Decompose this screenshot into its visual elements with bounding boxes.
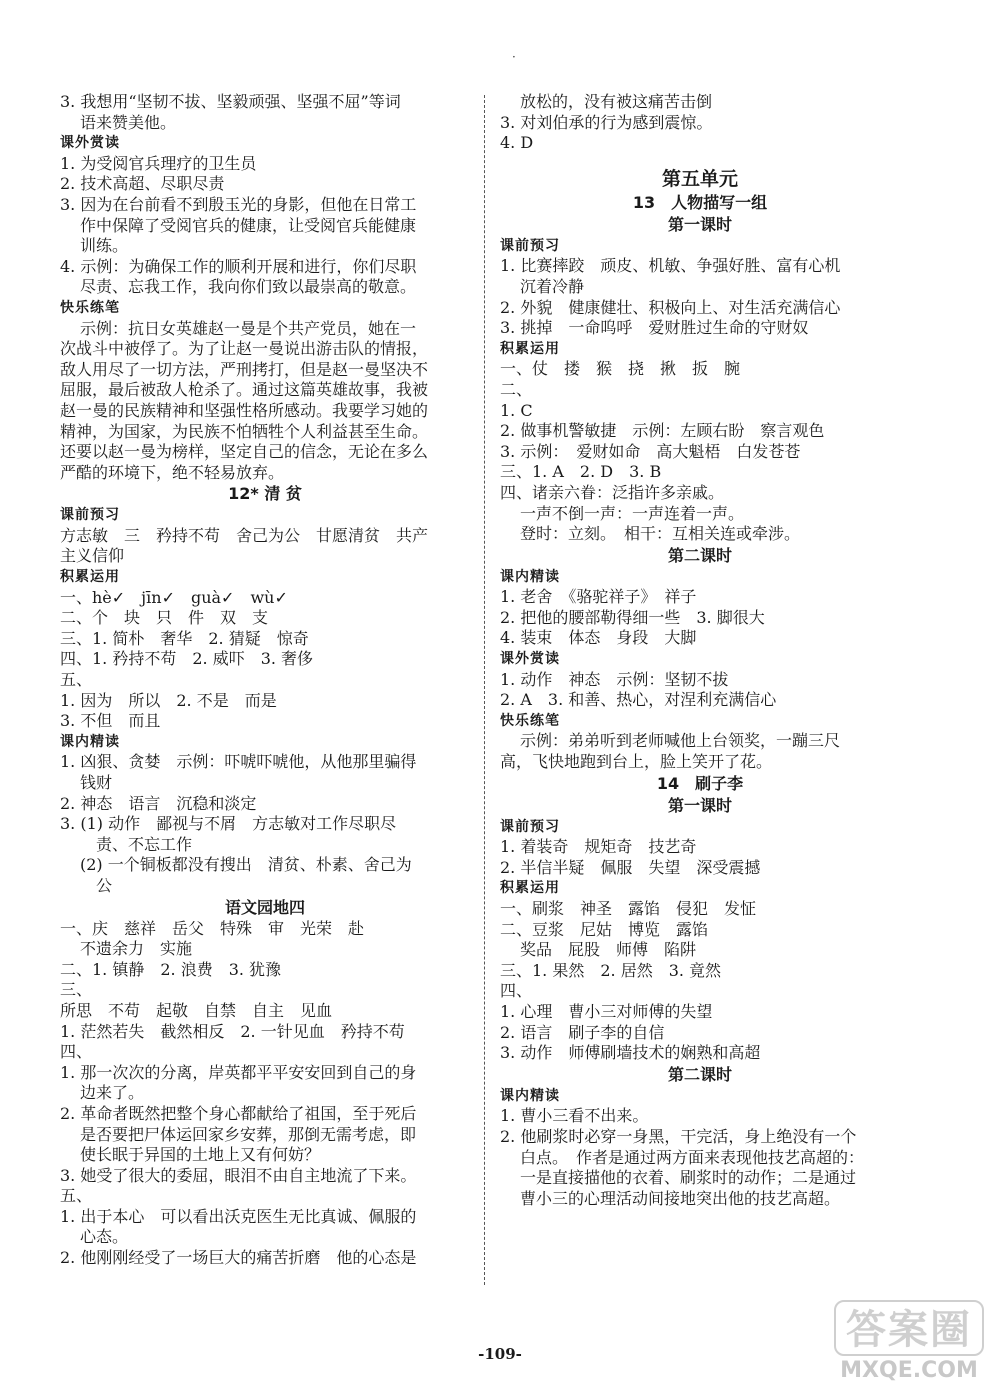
- answer-line: 是否要把尸体运回家乡安葬，那倒无需考虑，即: [80, 1124, 417, 1144]
- answer-line: 1. 那一次次的分离，岸英都平平安安回到自己的身: [60, 1062, 417, 1082]
- answer-line: 1. 动作 神态 示例：坚韧不拔: [500, 669, 729, 689]
- answer-line: 四、: [60, 1042, 93, 1062]
- answer-line: 示例：弟弟听到老师喊他上台领奖，一蹦三尺: [520, 731, 841, 751]
- answer-line: 2. 语言 刷子李的自信: [500, 1022, 665, 1042]
- lesson-title: 语文园地四: [224, 897, 305, 917]
- answer-line: 三、1. 简朴 奢华 2. 猜疑 惊奇: [60, 628, 309, 648]
- answer-line: 一是直接描他的衣着、刷浆时的动作；二是通过: [520, 1168, 857, 1188]
- answer-line: 2. 神态 语言 沉稳和淡定: [60, 793, 257, 813]
- section-heading: 课前预习: [60, 507, 120, 524]
- answer-line: 1. 心理 曹小三对师傅的失望: [500, 1001, 713, 1021]
- answer-line: 方志敏 三 矜持不苟 舍己为公 甘愿清贫 共产: [60, 525, 429, 545]
- answer-line: 二、个 块 只 件 双 支: [60, 608, 269, 628]
- answer-line: 3. 因为在台前看不到殷玉光的身影，但他在日常工: [60, 194, 417, 214]
- answer-line: 3. 不但 而且: [60, 711, 161, 731]
- answer-line: 语来赞美他。: [80, 112, 177, 132]
- answer-line: 训练。: [80, 236, 129, 256]
- right-column: [500, 92, 900, 1209]
- answer-line: 三、1. 果然 2. 居然 3. 竟然: [500, 960, 722, 980]
- answer-line: 3. 示例： 爱财如命 高大魁梧 白发苍苍: [500, 441, 801, 461]
- lesson-title: 14 刷子李: [656, 773, 744, 793]
- answer-line: 主义信仰: [60, 546, 125, 566]
- watermark-url: MXQE.COM: [840, 1358, 978, 1383]
- section-heading: 快乐练笔: [60, 299, 120, 316]
- answer-line: 1. C: [500, 400, 533, 420]
- lesson-title: 第一课时: [667, 795, 732, 815]
- section-heading: 课外赏读: [60, 135, 120, 152]
- lesson-title: 第一课时: [667, 214, 732, 234]
- answer-line: 心态。: [80, 1227, 129, 1247]
- lesson-title: 12* 清 贫: [228, 484, 302, 504]
- section-heading: 课前预习: [500, 237, 560, 254]
- answer-line: 1. 茫然若失 截然相反 2. 一针见血 矜持不苟: [60, 1021, 405, 1041]
- answer-line: 登时：立刻。 相干：互相关连或牵涉。: [520, 524, 801, 544]
- answer-line: 边来了。: [80, 1083, 145, 1103]
- section-heading: 课外赏读: [500, 651, 560, 668]
- answer-line: 五、: [60, 670, 93, 690]
- answer-line: 屈服，最后被敌人枪杀了。通过这篇英雄故事，我被: [60, 380, 429, 400]
- lesson-title: 第二课时: [667, 1064, 732, 1084]
- answer-line: 4. 装束 体态 身段 大脚: [500, 628, 697, 648]
- answer-line: 责、不忘工作: [96, 834, 193, 854]
- answer-line: 2. 外貌 健康健壮、积极向上、对生活充满信心: [500, 297, 841, 317]
- answer-line: 尽责、忘我工作，我向你们致以最崇高的敬意。: [80, 277, 417, 297]
- answer-line: 四、1. 矜持不苟 2. 威吓 3. 奢侈: [60, 649, 314, 669]
- answer-line: 2. 他刚刚经受了一场巨大的痛苦折磨 他的心态是: [60, 1248, 417, 1268]
- answer-line: 2. 他刷浆时必穿一身黑，干完活，身上绝没有一个: [500, 1126, 857, 1146]
- answer-line: 奖品 屁股 师傅 陷阱: [520, 940, 697, 960]
- answer-line: 三、1. A 2. D 3. B: [500, 462, 662, 482]
- column-divider: [484, 95, 485, 1285]
- answer-line: 3. 她受了很大的委屈，眼泪不由自主地流了下来。: [60, 1165, 417, 1185]
- answer-line: 严酷的环境下，绝不轻易放弃。: [60, 462, 285, 482]
- answer-line: 四、: [500, 981, 533, 1001]
- answer-line: 4. D: [500, 133, 534, 153]
- answer-line: 1. 为受阅官兵理疗的卫生员: [60, 153, 257, 173]
- answer-line: 1. 曹小三看不出来。: [500, 1106, 649, 1126]
- answer-line: 二、1. 镇静 2. 浪费 3. 犹豫: [60, 959, 282, 979]
- answer-line: 钱财: [80, 773, 113, 792]
- answer-line: (2) 一个铜板都没有搜出 清贫、朴素、舍己为: [80, 855, 412, 875]
- section-heading: 课内精读: [500, 568, 560, 585]
- answer-line: 不遗余力 实施: [80, 939, 193, 959]
- answer-line: 使长眠于异国的土地上又有何妨？: [80, 1145, 321, 1165]
- section-heading: 课内精读: [500, 1087, 560, 1104]
- answer-line: 2. 革命者既然把整个身心都献给了祖国，至于死后: [60, 1103, 417, 1123]
- section-heading: 课前预习: [500, 818, 560, 835]
- answer-line: 1. 老舍 《骆驼祥子》 祥子: [500, 587, 697, 607]
- answer-line: 1. 凶狠、贪婪 示例：吓唬吓唬他，从他那里骗得: [60, 752, 417, 772]
- answer-line: 公: [96, 875, 113, 895]
- answer-line: 白点。 作者是通过两方面来表现他技艺高超的：: [520, 1147, 865, 1167]
- answer-line: 放松的，没有被这痛苦击倒: [520, 92, 713, 111]
- answer-line: 一、刷浆 神圣 露馅 侵犯 发怔: [500, 899, 757, 918]
- answer-line: 一声不倒一声：一声连着一声。: [520, 503, 745, 523]
- answer-line: 2. 半信半疑 佩服 失望 深受震撼: [500, 857, 761, 877]
- answer-line: 3. (1) 动作 鄙视与不屑 方志敏对工作尽职尽: [60, 814, 397, 834]
- answer-line: 精神，为国家，为民族不怕牺牲个人利益甚至生命。: [60, 421, 429, 441]
- answer-line: 作中保障了受阅官兵的健康，让受阅官兵能健康: [80, 215, 417, 235]
- section-heading: 积累运用: [500, 880, 560, 897]
- section-heading: 积累运用: [500, 340, 560, 357]
- lesson-title: 第二课时: [667, 545, 732, 565]
- answer-line: 3. 动作 师傅刷墙技术的娴熟和高超: [500, 1043, 761, 1063]
- answer-line: 3. 我想用“坚韧不拔、坚毅顽强、坚强不屈”等词: [60, 92, 401, 111]
- left-column: [60, 92, 470, 1269]
- page-number: -109-: [478, 1345, 522, 1363]
- answer-line: 1. 比赛摔跤 顽皮、机敏、争强好胜、富有心机: [500, 256, 841, 276]
- answer-line: 4. 示例：为确保工作的顺利开展和进行，你们尽职: [60, 256, 417, 276]
- answer-line: 高，飞快地跑到台上，脸上笑开了花。: [500, 752, 773, 772]
- answer-line: 一、hè✓ jīn✓ guà✓ wù✓: [60, 587, 288, 607]
- section-heading: 快乐练笔: [500, 712, 560, 729]
- section-heading: 课内精读: [60, 733, 120, 750]
- answer-line: 3. 对刘伯承的行为感到震惊。: [500, 112, 713, 132]
- answer-line: 一、仗 搂 猴 挠 揪 扳 腕: [500, 359, 741, 379]
- watermark-logo: 答案圈: [834, 1300, 984, 1356]
- answer-line: 二、豆浆 尼姑 博览 露馅: [500, 919, 709, 939]
- answer-line: 2. A 3. 和善、热心，对涅利充满信心: [500, 690, 777, 710]
- answer-line: 3. 挑掉 一命呜呼 爱财胜过生命的守财奴: [500, 318, 809, 338]
- unit-title: 第五单元: [661, 167, 738, 190]
- top-mark: ·: [512, 50, 516, 64]
- answer-line: 四、诸亲六眷：泛指许多亲戚。: [500, 482, 725, 502]
- answer-line: 1. 因为 所以 2. 不是 而是: [60, 690, 277, 710]
- watermark: [834, 1300, 984, 1386]
- answer-line: 2. 技术高超、尽职尽责: [60, 174, 225, 194]
- answer-line: 1. 着装奇 规矩奇 技艺奇: [500, 837, 697, 857]
- answer-line: 敌人用尽了一切方法，严刑拷打，但是赵一曼坚决不: [60, 359, 429, 379]
- answer-line: 还要以赵一曼为榜样，坚定自己的信念，无论在多么: [60, 442, 429, 462]
- answer-line: 所思 不苟 起敬 自禁 自主 见血: [60, 1000, 333, 1020]
- section-heading: 积累运用: [60, 569, 120, 586]
- answer-line: 五、: [60, 1186, 93, 1206]
- answer-line: 赵一曼的民族精神和坚强性格所感动。我要学习她的: [60, 400, 429, 420]
- answer-line: 2. 把他的腰部勒得细一些 3. 脚很大: [500, 607, 765, 627]
- lesson-title: 13 人物描写一组: [632, 192, 768, 212]
- answer-line: 2. 做事机警敏捷 示例：左顾右盼 察言观色: [500, 421, 825, 441]
- answer-line: 一、庆 慈祥 岳父 特殊 审 光荣 赴: [60, 918, 365, 938]
- answer-line: 曹小三的心理活动间接地突出他的技艺高超。: [520, 1188, 841, 1208]
- answer-line: 三、: [60, 980, 93, 1000]
- answer-line: 1. 出于本心 可以看出沃克医生无比真诚、佩服的: [60, 1206, 417, 1226]
- answer-line: 次战斗中被俘了。为了让赵一曼说出游击队的情报，: [60, 339, 429, 359]
- answer-line: 二、: [500, 379, 533, 399]
- answer-line: 示例：抗日女英雄赵一曼是个共产党员，她在一: [80, 318, 417, 338]
- answer-line: 沉着冷静: [520, 276, 585, 296]
